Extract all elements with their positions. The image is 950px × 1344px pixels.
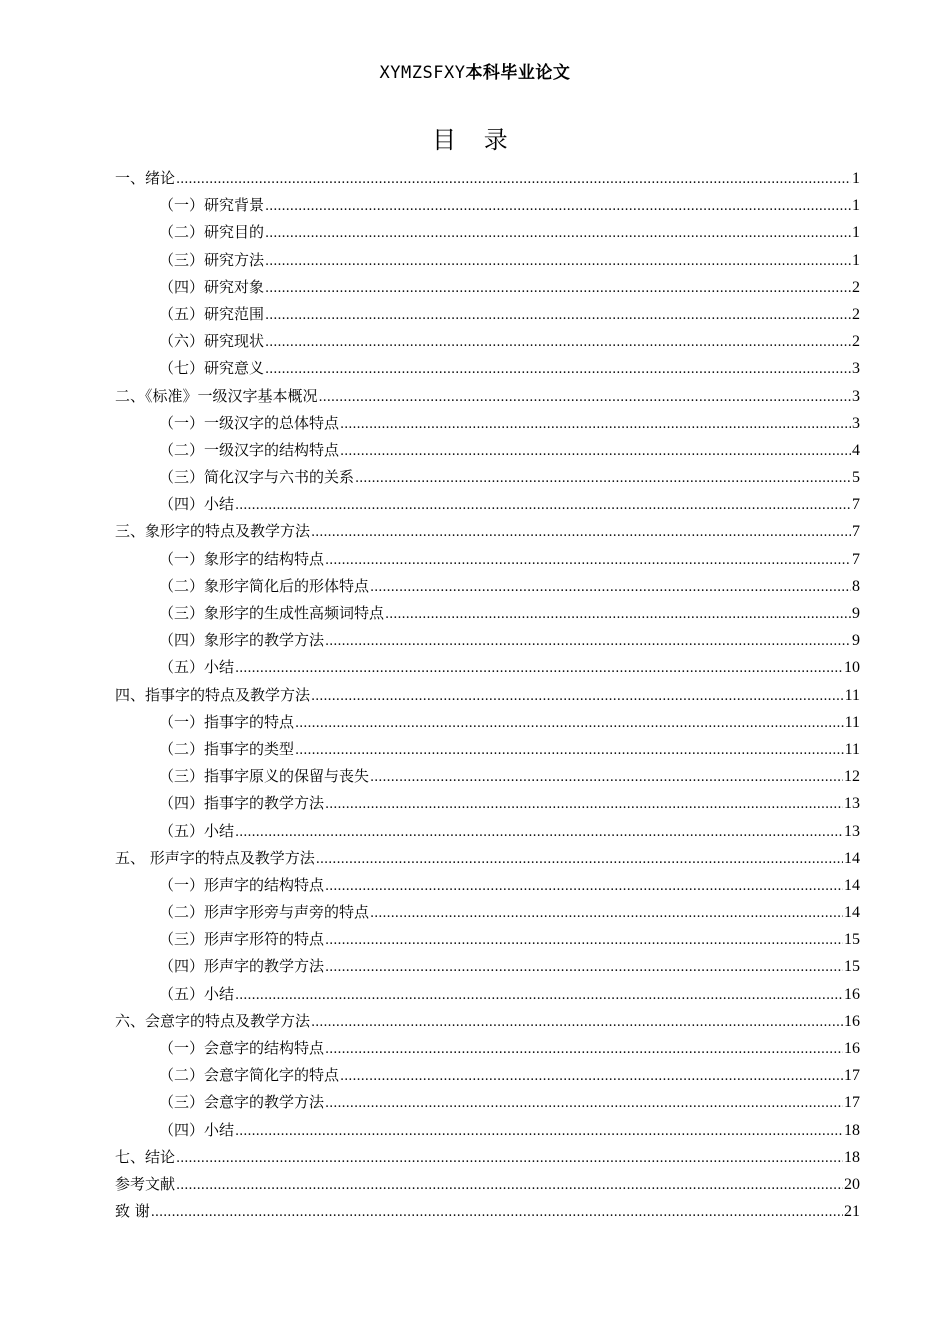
toc-entry-label: （三）象形字的生成性高频词特点 xyxy=(159,604,385,622)
toc-entry[interactable] xyxy=(115,546,860,573)
toc-dot-leader xyxy=(325,547,851,573)
toc-entry-page: 14 xyxy=(844,904,860,922)
toc-entry[interactable] xyxy=(115,654,860,681)
toc-entry-page: 16 xyxy=(844,1040,860,1057)
toc-dot-leader xyxy=(265,356,851,382)
toc-entry[interactable] xyxy=(115,410,860,437)
toc-dot-leader xyxy=(340,411,851,437)
toc-entry-label: 四、指事字的特点及教学方法 xyxy=(115,685,311,704)
toc-entry-label: （五）小结 xyxy=(159,984,235,1003)
toc-entry-page: 11 xyxy=(844,740,860,758)
toc-entry-page: 4 xyxy=(852,441,860,459)
toc-dot-leader xyxy=(235,819,843,845)
toc-entry[interactable] xyxy=(115,301,860,328)
toc-entry[interactable] xyxy=(115,953,860,980)
toc-dot-leader xyxy=(311,1009,843,1035)
toc-entry-label: （一）一级汉字的总体特点 xyxy=(159,413,340,432)
toc-entry-label: （二）象形字简化后的形体特点 xyxy=(159,576,370,595)
toc-dot-leader xyxy=(235,655,843,681)
toc-entry-page: 1 xyxy=(852,170,860,187)
toc-entry-page: 14 xyxy=(844,849,860,867)
toc-entry-label: （四）形声字的教学方法 xyxy=(159,957,325,976)
toc-dot-leader xyxy=(151,1199,843,1225)
toc-entry-page: 3 xyxy=(852,360,860,378)
toc-entry[interactable] xyxy=(115,383,860,410)
toc-entry[interactable] xyxy=(115,872,860,899)
toc-entry[interactable] xyxy=(115,981,860,1008)
toc-entry-label: （一）会意字的结构特点 xyxy=(159,1039,325,1057)
toc-entry-page: 3 xyxy=(852,414,860,432)
toc-dot-leader xyxy=(370,574,851,600)
toc-entry[interactable] xyxy=(115,491,860,518)
toc-entry-label: （二）一级汉字的结构特点 xyxy=(159,440,340,459)
toc-dot-leader xyxy=(265,248,851,274)
toc-dot-leader xyxy=(325,1036,843,1062)
toc-dot-leader xyxy=(319,384,851,410)
toc-entry-label: （五）研究范围 xyxy=(159,304,265,323)
toc-entry-label: （二）形声字形旁与声旁的特点 xyxy=(159,903,370,922)
toc-entry-page: 2 xyxy=(852,333,860,351)
toc-entry-label: 二、《标准》一级汉字基本概况 xyxy=(115,386,318,405)
toc-entry-label: （三）简化汉字与六书的关系 xyxy=(159,468,355,487)
toc-entry-page: 8 xyxy=(852,577,860,595)
toc-entry-label: （四）小结 xyxy=(159,495,235,514)
toc-entry-label: （一）形声字的结构特点 xyxy=(159,875,325,894)
toc-entry-label: （五）小结 xyxy=(159,658,235,677)
toc-entry[interactable] xyxy=(115,219,860,246)
toc-entry-page: 15 xyxy=(844,958,860,976)
toc-entry-page: 11 xyxy=(844,713,860,731)
toc-entry[interactable] xyxy=(115,736,860,763)
toc-entry-label: （七）研究意义 xyxy=(159,359,265,378)
table-of-contents xyxy=(115,165,860,1225)
toc-entry[interactable] xyxy=(115,1008,860,1035)
toc-entry[interactable] xyxy=(115,274,860,301)
toc-dot-leader xyxy=(355,465,851,491)
toc-dot-leader xyxy=(370,764,843,790)
toc-dot-leader xyxy=(176,1145,843,1171)
toc-entry-label: 致 谢 xyxy=(115,1202,150,1221)
toc-entry-page: 17 xyxy=(844,1067,860,1085)
toc-entry-label: 七、结论 xyxy=(115,1147,176,1166)
toc-entry-label: （三）指事字原义的保留与丧失 xyxy=(159,767,370,786)
toc-entry[interactable] xyxy=(115,1198,860,1225)
toc-dot-leader xyxy=(235,1118,843,1144)
toc-entry[interactable] xyxy=(115,437,860,464)
toc-entry[interactable] xyxy=(115,247,860,274)
toc-entry-page: 2 xyxy=(852,305,860,323)
toc-dot-leader xyxy=(325,954,843,980)
toc-entry-page: 14 xyxy=(844,876,860,894)
toc-dot-leader xyxy=(340,438,851,464)
toc-title: 目 录 xyxy=(432,126,518,154)
toc-entry-label: （一）指事字的特点 xyxy=(159,712,295,731)
toc-entry-page: 9 xyxy=(852,605,860,622)
toc-dot-leader xyxy=(235,982,843,1008)
toc-entry-page: 5 xyxy=(852,469,860,487)
toc-entry-page: 1 xyxy=(852,224,860,242)
toc-entry-label: （三）会意字的教学方法 xyxy=(159,1093,325,1112)
toc-entry-label: 三、象形字的特点及教学方法 xyxy=(115,522,311,541)
toc-entry[interactable] xyxy=(115,192,860,219)
toc-entry-page: 3 xyxy=(852,387,860,405)
toc-entry[interactable] xyxy=(115,328,860,355)
toc-entry-page: 10 xyxy=(844,659,860,677)
toc-entry-label: （三）研究方法 xyxy=(159,250,265,269)
toc-entry[interactable] xyxy=(115,1062,860,1089)
toc-entry-page: 1 xyxy=(852,197,860,215)
toc-entry-page: 18 xyxy=(844,1148,860,1166)
toc-entry[interactable] xyxy=(115,709,860,736)
toc-dot-leader xyxy=(295,710,844,736)
toc-entry-page: 9 xyxy=(852,632,860,650)
toc-entry-label: （四）小结 xyxy=(159,1120,235,1139)
toc-entry-page: 15 xyxy=(844,931,860,949)
header-org: XYMZSFXY xyxy=(379,63,466,83)
toc-dot-leader xyxy=(265,193,851,219)
toc-entry[interactable] xyxy=(115,1144,860,1171)
toc-entry-page: 1 xyxy=(852,251,860,269)
toc-entry-page: 13 xyxy=(844,795,860,813)
toc-entry[interactable] xyxy=(115,926,860,953)
toc-entry[interactable] xyxy=(115,682,860,709)
toc-entry-label: （二）指事字的类型 xyxy=(159,739,295,758)
toc-entry-page: 21 xyxy=(844,1203,860,1221)
toc-entry[interactable] xyxy=(115,165,860,192)
toc-dot-leader xyxy=(265,302,851,328)
toc-entry-page: 2 xyxy=(852,278,860,296)
toc-dot-leader xyxy=(311,519,851,545)
toc-entry[interactable] xyxy=(115,518,860,545)
toc-entry-label: （二）研究目的 xyxy=(159,223,265,242)
toc-dot-leader xyxy=(176,1172,843,1198)
toc-entry[interactable] xyxy=(115,627,860,654)
toc-dot-leader xyxy=(311,683,844,709)
toc-entry-label: 六、会意字的特点及教学方法 xyxy=(115,1011,311,1030)
toc-dot-leader xyxy=(325,1090,843,1116)
toc-entry-page: 11 xyxy=(844,686,860,704)
toc-dot-leader xyxy=(325,873,843,899)
toc-entry-page: 17 xyxy=(844,1094,860,1112)
toc-entry[interactable] xyxy=(115,763,860,790)
toc-dot-leader xyxy=(325,927,843,953)
toc-entry[interactable] xyxy=(115,464,860,491)
toc-entry-label: 五、 形声字的特点及教学方法 xyxy=(115,848,315,867)
toc-dot-leader xyxy=(316,846,843,872)
toc-entry-page: 7 xyxy=(852,496,860,514)
toc-entry-label: （二）会意字简化字的特点 xyxy=(159,1066,340,1085)
toc-entry[interactable] xyxy=(115,1117,860,1144)
toc-dot-leader xyxy=(176,166,851,192)
toc-entry-page: 20 xyxy=(844,1175,860,1193)
toc-entry-page: 13 xyxy=(844,822,860,840)
toc-entry[interactable] xyxy=(115,790,860,817)
toc-dot-leader xyxy=(385,601,851,627)
toc-entry[interactable] xyxy=(115,1089,860,1116)
toc-dot-leader xyxy=(325,628,851,654)
toc-entry[interactable] xyxy=(115,845,860,872)
toc-entry-page: 7 xyxy=(852,523,860,541)
toc-entry-label: （一）象形字的结构特点 xyxy=(159,549,325,568)
toc-dot-leader xyxy=(370,900,843,926)
toc-entry-label: （一）研究背景 xyxy=(159,196,265,215)
toc-dot-leader xyxy=(325,791,843,817)
toc-entry-page: 7 xyxy=(852,550,860,568)
toc-entry-page: 16 xyxy=(844,985,860,1003)
toc-entry-label: 参考文献 xyxy=(115,1174,176,1193)
toc-dot-leader xyxy=(340,1063,843,1089)
header-thesis-label: 本科毕业论文 xyxy=(465,63,571,83)
toc-entry[interactable] xyxy=(115,1171,860,1198)
toc-dot-leader xyxy=(265,329,851,355)
toc-entry[interactable] xyxy=(115,1035,860,1062)
toc-entry[interactable] xyxy=(115,818,860,845)
toc-entry-label: （五）小结 xyxy=(159,821,235,840)
toc-dot-leader xyxy=(265,220,851,246)
toc-entry-label: （四）象形字的教学方法 xyxy=(159,631,325,650)
toc-entry-label: （四）指事字的教学方法 xyxy=(159,794,325,813)
toc-entry-label: （六）研究现状 xyxy=(159,332,265,351)
toc-entry[interactable] xyxy=(115,899,860,926)
toc-entry-label: （三）形声字形符的特点 xyxy=(159,930,325,949)
page-header xyxy=(0,60,950,86)
toc-dot-leader xyxy=(265,275,851,301)
toc-dot-leader xyxy=(295,737,844,763)
toc-entry[interactable] xyxy=(115,355,860,382)
toc-entry-label: 一、绪论 xyxy=(115,169,176,187)
toc-entry[interactable] xyxy=(115,573,860,600)
toc-entry-page: 16 xyxy=(844,1012,860,1030)
toc-dot-leader xyxy=(235,492,851,518)
toc-entry-label: （四）研究对象 xyxy=(159,277,265,296)
toc-entry-page: 12 xyxy=(844,768,860,786)
toc-entry-page: 18 xyxy=(844,1121,860,1139)
toc-entry[interactable] xyxy=(115,600,860,627)
